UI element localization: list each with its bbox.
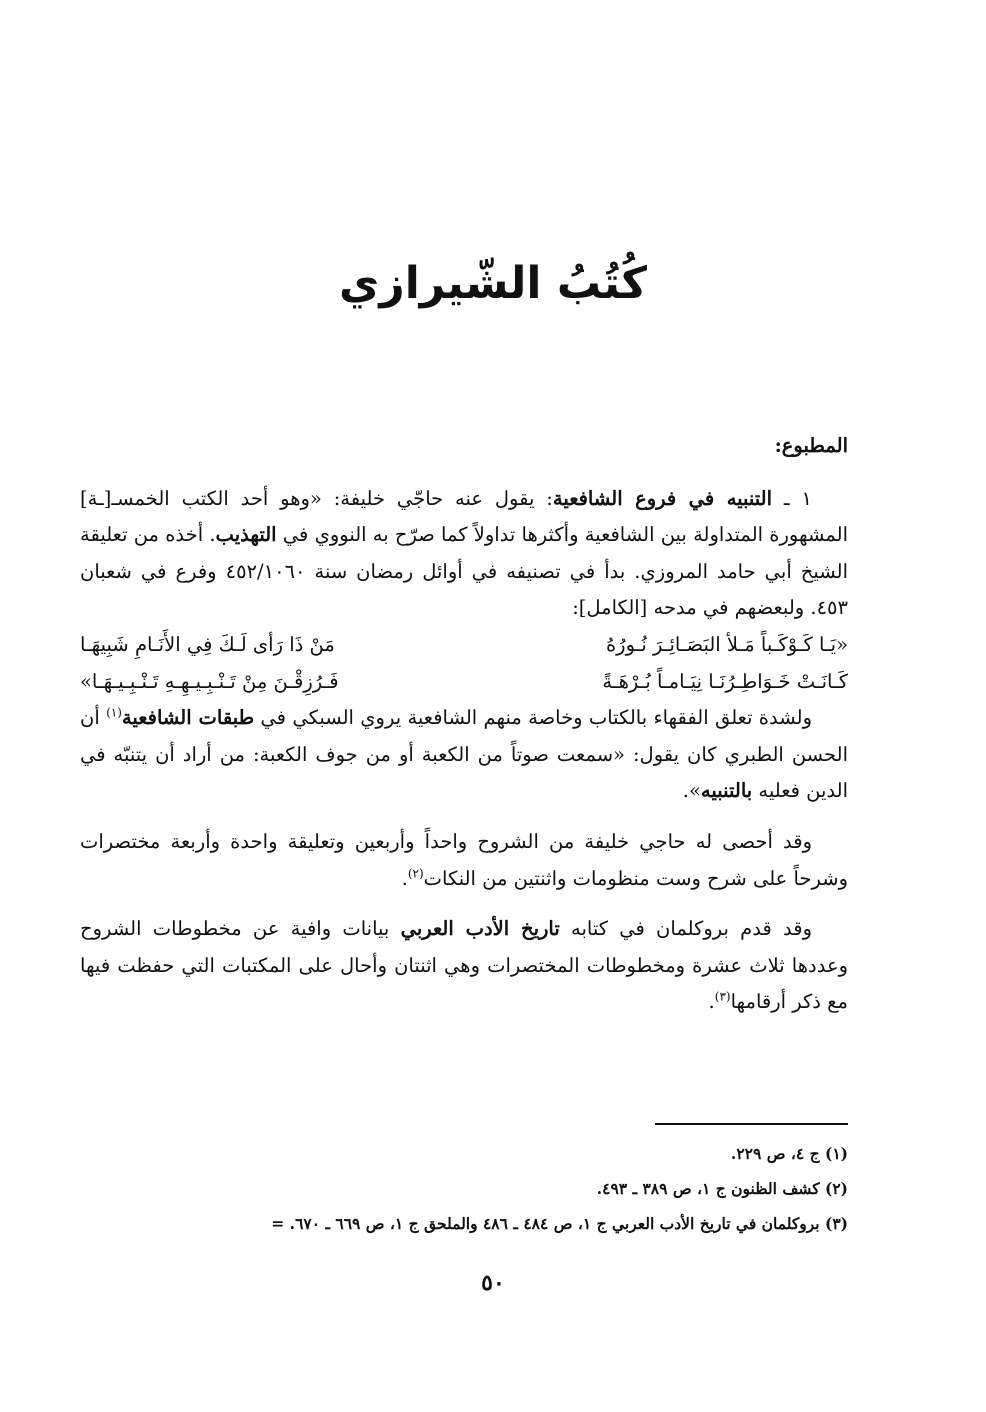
- page-title: كُتُبُ الشّيرازي: [339, 258, 647, 309]
- book-title-tanbih: التنبيه في فروع الشافعية: [552, 486, 773, 510]
- item-number: ١ ـ: [772, 486, 812, 510]
- paragraph-3-end: .: [401, 866, 408, 890]
- footnote-ref-2: (٢): [407, 866, 424, 881]
- footnote-3: (٣) بروكلمان في تاريخ الأدب العربي ج ١، ص ٤٨٤ ـ ٤٨٦ والملحق ج ١، ص ٦٦٩ ـ ٦٧٠. =: [271, 1214, 848, 1233]
- paragraph-2-text-b: أن الحسن الطبري كان يقول: «سمعت صوتاً من الكعبة أو من جوف الكعبة: من أراد أن يتنبّه في الدين فعليه: [80, 706, 848, 803]
- footnote-separator: [655, 1123, 848, 1125]
- book-title-tarikh: تاريخ الأدب العربي: [400, 917, 560, 941]
- paragraph-3: [80, 824, 848, 897]
- paragraph-4: [80, 911, 848, 1021]
- paragraph-2: [80, 700, 848, 810]
- paragraph-4-end: .: [708, 990, 715, 1014]
- paragraph-2-text-a: ولشدة تعلق الفقهاء بالكتاب وخاصة منهم الشافعية يروي السبكي في: [254, 706, 813, 730]
- book-title-tahdhib: التهذيب: [215, 523, 277, 547]
- footnote-ref-1: (١): [106, 705, 122, 720]
- verse-hemistich-first: «يَـا كَـوْكَـباً مَـلأ البَصَـائِـرَ نُـورُهُ: [605, 632, 848, 656]
- paragraph-1-text-a: : يقول عنه حاجّي خليفة: «وهو أحد الكتب الخمسـ[ـة] المشهورة المتداولة بين الشافعية وأكثرها تداولاً كما صرّح به النووي في: [80, 486, 848, 547]
- paragraph-2-text-c: ».: [682, 779, 701, 803]
- main-text: [80, 428, 848, 1021]
- paragraph-3-text: وقد أحصى له حاجي خليفة من الشروح واحداً وأربعين وتعليقة واحدة وأربعة مختصرات وشرحاً على شرح وست منظومات واثنتين من النكات: [80, 829, 848, 890]
- verse-line: [80, 627, 848, 664]
- footnotes: [80, 1136, 848, 1241]
- paragraph-4-text-a: وقد قدم بروكلمان في كتابه: [559, 917, 812, 941]
- section-heading: المطبوع:: [774, 434, 848, 457]
- footnote-2: (٢) كشف الظنون ج ١، ص ٣٨٩ ـ ٤٩٣.: [596, 1179, 848, 1198]
- paragraph-1: [80, 481, 848, 627]
- page-number: ٥٠: [481, 1270, 505, 1296]
- verse-hemistich-first: كَـانَـتْ خَـوَاطِـرُنَـا نِيَـامـاً بُـرْهَـةً: [602, 669, 848, 693]
- book-title-tabaqat: طبقات الشافعية: [121, 706, 255, 730]
- verse-hemistich-second: مَنْ ذَا رَأى لَـكَ فِي الأَنَـامِ شَبِيهَـا: [80, 632, 335, 656]
- paragraph-1-text-b: . أخذه من تعليقة الشيخ أبي حامد المروزي. بدأ في تصنيفه في أوائل رمضان سنة ٤٥٢/١٠٦٠ وفرع في شعبان ٤٥٣. ولبعضهم في مدحه [الكامل]:: [80, 523, 848, 620]
- footnote-1: (١) ج ٤، ص ٢٢٩.: [730, 1144, 848, 1163]
- book-title-tanbih-ref: بالتنبيه: [700, 779, 753, 803]
- footnote-ref-3: (٣): [714, 989, 731, 1004]
- paragraph-4-text-b: بيانات وافية عن مخطوطات الشروح وعددها ثلاث عشرة ومخطوطات المختصرات وهي اثنتان وأحال على المكتبات التي حفظت فيها مع ذكر أرقامها: [80, 917, 848, 1014]
- verse-line: [80, 664, 848, 701]
- verse-hemistich-second: فَـرُزِقْـنَ مِنْ تَـنْـبِـيـهِـهِ تَـنْـبِـيـهَـا»: [80, 669, 339, 693]
